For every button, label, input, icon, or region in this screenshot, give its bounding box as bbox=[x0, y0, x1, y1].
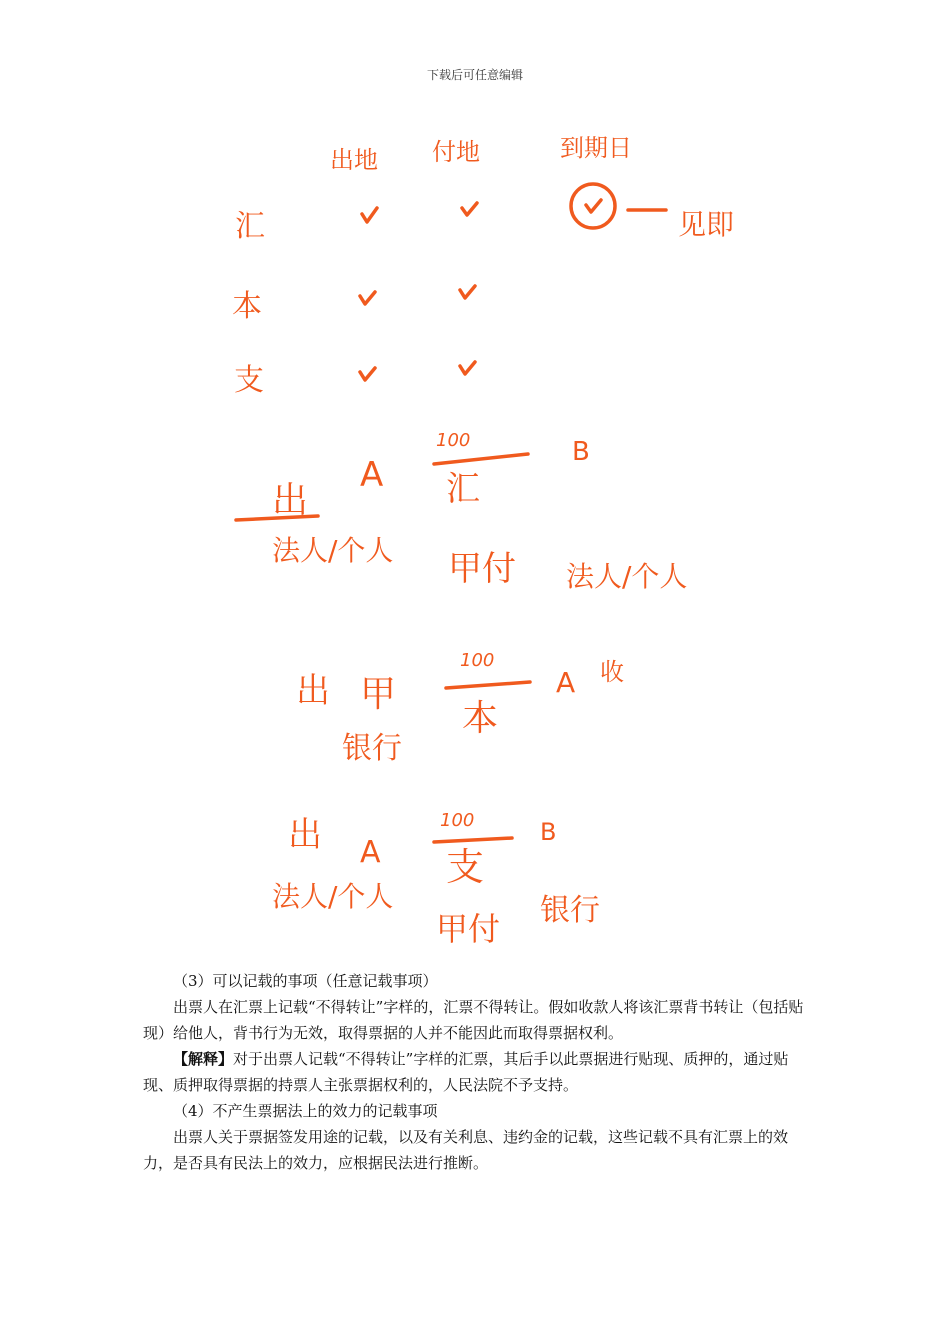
col-header-pay-place: 付地 bbox=[432, 138, 480, 166]
diagram3-drawer: A bbox=[360, 835, 381, 870]
check-mark bbox=[360, 292, 375, 304]
diagram2-payee: A bbox=[556, 666, 576, 699]
diagram1-payee: B bbox=[572, 437, 590, 467]
section-heading-3: （3）可以记载的事项（任意记载事项） bbox=[173, 972, 438, 990]
circled-check bbox=[571, 184, 615, 228]
check-mark bbox=[460, 286, 475, 298]
diagram2-drawer-type: 银行 bbox=[342, 731, 402, 766]
diagram1-drawer: A bbox=[360, 455, 384, 495]
diagram2-amount: 100 bbox=[460, 650, 495, 671]
diagram3-payer: 甲付 bbox=[436, 910, 501, 948]
check-mark bbox=[460, 362, 475, 374]
row-label-draft: 汇 bbox=[235, 209, 265, 244]
diagram1-top: 出 bbox=[272, 480, 309, 521]
check-mark bbox=[586, 200, 601, 212]
diagram1-amount: 100 bbox=[436, 430, 471, 451]
paragraph-no-effect: 出票人关于票据签发用途的记载，以及有关利息、违约金的记载，这些记载不具有汇票上的效力，是否具有民法上的效力，应根据民法进行推断。 bbox=[143, 1128, 789, 1172]
diagram1-payer: 甲付 bbox=[448, 549, 516, 589]
arrow-note: 见即 bbox=[678, 208, 735, 241]
explanation-paragraph bbox=[143, 1046, 811, 1098]
diagram3-payer-type: 银行 bbox=[540, 893, 600, 928]
diagram3-drawer-type: 法人/个人 bbox=[272, 880, 394, 913]
page-header: 下载后可任意编辑 bbox=[426, 68, 523, 82]
check-mark bbox=[360, 368, 375, 380]
body-text bbox=[143, 968, 811, 1176]
diagram3-top: 出 bbox=[288, 815, 322, 855]
check-mark bbox=[462, 203, 477, 215]
diagram1-payee-type: 法人/个人 bbox=[566, 560, 688, 593]
check-mark bbox=[362, 208, 377, 222]
diagram2-payee-note: 收 bbox=[600, 658, 624, 686]
diagram2-top: 出 bbox=[296, 671, 330, 711]
row-label-promissory: 本 bbox=[232, 289, 262, 324]
row-label-check: 支 bbox=[234, 363, 264, 398]
diagram3-instrument: 支 bbox=[446, 845, 485, 889]
diagram1-drawer-type: 法人/个人 bbox=[272, 534, 394, 567]
diagram1-fraction-line bbox=[434, 454, 528, 464]
diagram2-drawer: 甲 bbox=[360, 674, 397, 715]
diagram3-fraction-line bbox=[434, 838, 512, 842]
explanation-label: 【解释】 bbox=[173, 1050, 234, 1068]
col-header-issue-place: 出地 bbox=[330, 146, 378, 174]
diagram1-instrument: 汇 bbox=[446, 469, 480, 509]
diagram3-amount: 100 bbox=[440, 810, 475, 831]
col-header-due-date: 到期日 bbox=[560, 134, 632, 162]
explanation-text: 对于出票人记载“不得转让”字样的汇票，其后手以此票据进行贴现、质押的，通过贴现、质押取得票据的持票人主张票据权利的，人民法院不予支持。 bbox=[143, 1050, 789, 1094]
diagram3-payee: B bbox=[540, 818, 557, 846]
section-heading-4: （4）不产生票据法上的效力的记载事项 bbox=[173, 1102, 438, 1120]
paragraph-non-transferable: 出票人在汇票上记载“不得转让”字样的，汇票不得转让。假如收款人将该汇票背书转让（包括贴现）给他人，背书行为无效，取得票据的人并不能因此而取得票据权利。 bbox=[143, 998, 804, 1042]
diagram2-fraction-line bbox=[446, 682, 530, 688]
diagram2-instrument: 本 bbox=[462, 698, 499, 739]
